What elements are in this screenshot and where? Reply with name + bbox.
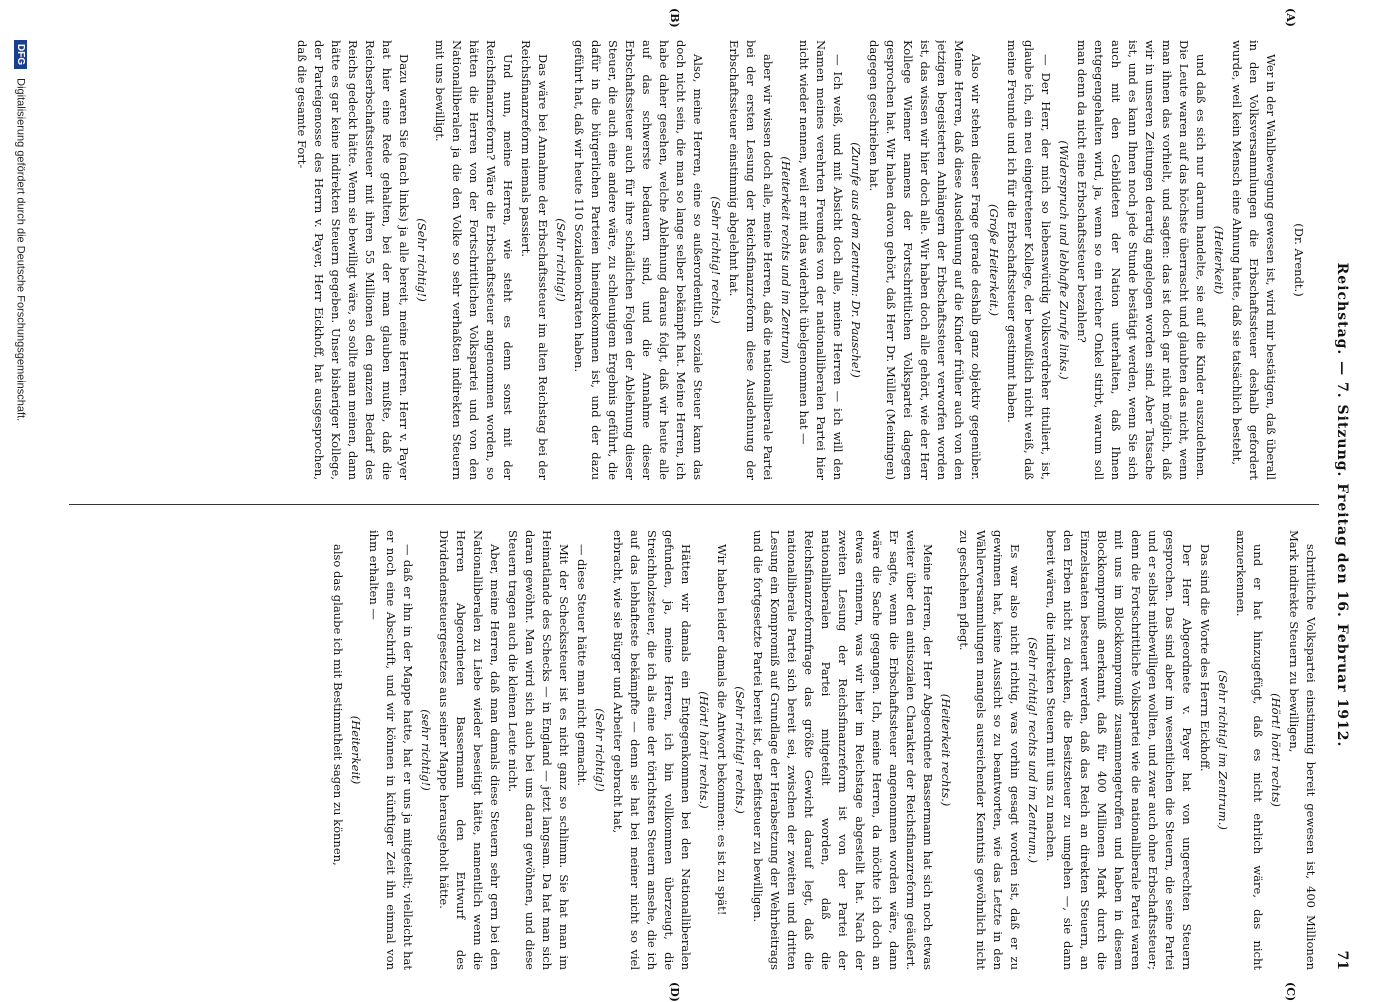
paragraph: Also, meine Herren, eine so außerordentlich soziale Steuer kann das doch nicht sein, die man so lange selber bekämpft hat. Meine Herren, ich habe daher gesehen, welche Ablehnung daraus folgt, daß wir heute alle auf das schwerste bedauern sind, und die Annahme dieser Erbschaftssteuer auch für ihre schädlichen Folgen der Ablehnung dieser Steuer, die auch eine andere wäre, zu schleunigem Ergebnis geführt, die dafür in die bürgerlichen Parteien hineingekommen ist, und der dazu geführt hat, daß wir heute 110 Sozialdemokraten haben. — [572, 40, 705, 480]
paragraph: — Der Herr, der mich so liebenswürdig Volksverdreher tituliert, ist, glaube ich, ein neu eingetretener Kollege, der bewußtlich nicht weiß, daß meine Freunde und ich für die Erbschaftssteuer gestimmt haben. — [1005, 40, 1053, 480]
paragraph: Das wäre bei Annahme der Erbschaftssteuer im alten Reichstag bei der Reichsfinanzreform niemals passiert. — [519, 40, 550, 480]
paragraph: — diese Steuer hätte man nicht gemacht. — [575, 544, 589, 787]
margin-marker-a: (A) — [1284, 8, 1297, 27]
paragraph: Der Herr Abgeordnete v. Payer hat von ungerechten Steuern gesprochen. Das sind aber im wesentlichen die Steuern, die seine Partei und er selbst mitbewilligen wollten, und zwar auch ohne Erbschaftssteuer; denn die Fortschrittliche Volkspartei wie die nationalliberale Partei waren mit uns im Blockkompromiß zusammengetroffen und haben in diesem Blockkompromiß anerkannt, daß für 400 Millionen Mark durch die Einzelstaaten besteuert werden, daß das Reich an direkten Steuern, an den Erben nicht zu denken, die Besitzsteuer zu umgehen —, sie dann bereit wären, die indirekten Steuern mit uns zu machen. — [1044, 530, 1194, 970]
interjection: (Heiterkeit rechts und im Zentrum) — [779, 156, 793, 364]
paragraph: Es war also nicht richtig, was vorhin gesagt worden ist, daß er zu gewinnen hat, keine Aussicht so zu beantworten, wie das Letzte in den Wählerversammlungen mangels ausreichender Kenntnis gewöhnlich nicht zu geschehen pflegt. — [957, 530, 1022, 970]
interjection: (Heiterkeit) — [1212, 225, 1226, 295]
interjection: (Große Heiterkeit.) — [987, 204, 1001, 316]
paragraph: — daß er ihn in der Mappe hatte, hat er uns ja mitgeteilt; vielleicht hat er noch eine Abschrift, und wir können in künftiger Zeit ihn einmal von ihm erhalten — — [367, 530, 415, 970]
page-footer — [14, 40, 27, 970]
right-column-paragraphs — [329, 530, 1319, 970]
dfg-logo: DFG — [14, 40, 27, 69]
speaker-name: (Dr. Arendt.) — [1292, 223, 1307, 297]
left-column-paragraphs — [293, 40, 1279, 480]
interjection: (Sehr richtig!) — [554, 218, 568, 302]
interjection: (Hört! hört! rechts.) — [697, 691, 711, 809]
interjection: (Sehr richtig! im Zentrum.) — [1216, 670, 1230, 830]
paragraph: Das sind die Worte des Herrn Eickhoff. — [1198, 544, 1212, 772]
paragraph: Und nun, meine Herren, wie steht es denn sonst mit der Reichsfinanzreform? Wäre die Erbschaftssteuer angenommen worden, so hätten die Herren von der Fortschrittlichen Volkspartei und von den Nationalliberalen ja die den Volke so sehr verhaßten indirekten Steuern mit uns bewilligt. — [433, 40, 515, 480]
paragraph: Wer in der Wahlbewegung gewesen ist, wird mir bestätigen, daß überall in den Volksversammlungen die Erbschaftssteuer deshalb gefordert wurde, weil kein Mensch eine Ahnung hatte, daß sie tatsächlich besteht, — [1230, 40, 1278, 480]
margin-marker-b: (B) — [668, 8, 681, 28]
paragraph: und daß es sich nur darum handelte, sie auf die Kinder auszudehnen. Die Leute waren auf das höchste überrascht und glaubten das nicht, wenn man ihnen das vorhielt, und sagten: das ist doch gar nicht möglich, daß wir in unseren Zeitungen derartig angelogen worden sind. Aber Tatsache ist, und es kann Ihnen noch jede Stunde bestätigt werden, wenn Sie sich auch mit den Gebildeten der Nation unterhalten, daß Ihnen entgegengehalten wird, ja, wenn so ein reicher Onkel stirbt, warum soll man denn da nicht eine Erbschaftssteuer bezahlen? — [1075, 40, 1208, 480]
column-divider — [69, 504, 1319, 505]
page-header — [1331, 40, 1353, 970]
interjection: (Sehr richtig!) — [593, 708, 607, 792]
text-columns — [69, 40, 1319, 970]
paragraph: aber wir wissen doch alle, meine Herren, daß die nationalliberale Partei bei der ersten Lesung der Reichsfinanzreform diese Ausdehnung der Erbschaftssteuer einstimmig abgelehnt hat. — [727, 40, 775, 480]
paragraph: Also wir stehen dieser Frage gerade deshalb ganz objektiv gegenüber. Meine Herren, daß diese Ausdehnung auf die Kinder früher auch von den jetzigen begeisterten Anhängern der Erbschaftssteuer verworfen worden ist, das wissen wir hier doch alle. Wir haben doch alle gehört, wie der Herr Kollege Wiemer namens der Fortschrittlichen Volkspartei dagegen gesprochen hat. Wir haben davon gehört, daß Herr Dr. Müller (Meiningen) dagegen geschrieben hat. — [867, 40, 983, 480]
paragraph: schrittliche Volkspartei einstimmig bereit gewesen ist, 400 Millionen Mark indirekte Steuern zu bewilligen, — [1287, 530, 1318, 970]
paragraph: Hätten wir damals ein Entgegenkommen bei den Nationalliberalen gefunden, ja, meine Herren, ich bin vollkommen überzeugt, die Streichholzsteuer, die ich als eine der törichtsten Steuern ansehe, die ich auf das lebhafteste bekämpfte — denn sie hat bei meiner nicht so viel erbracht, wie sie Bürger und Arbeiter gebracht hat, — [611, 530, 693, 970]
paragraph: Meine Herren, der Herr Abgeordnete Bassermann hat sich noch etwas weiter über den antisozialen Charakter der Reichsfinanzreform geäußert. Er sagte, wenn die Erbschaftssteuer angenommen worden wäre, dann wäre die Sache gegangen. Ich, meine Herren, da möchte ich doch an etwas erinnern, was wir hier im Reichstage abgestellt hat. Nach der zweiten Lesung der Reichsfinanzreform ist von der Partei der nationalliberalen Partei mitgeteilt worden, daß die Reichsfinanzreformfrage das größte Gewicht darauf legt, daß die nationalliberale Partei sich bereit sei, zwischen der zweiten und dritten Lesung ein Kompromiß auf Grundlage der Herabsetzung der Wehrbeitrags und die fortgesetzte Partei bereit ist, der Befitsteuer zu bewilligen. — [751, 530, 935, 970]
paragraph: also das glaube ich mit Bestimmtheit sagen zu können, — [331, 544, 345, 866]
page-number: 71 — [1334, 950, 1350, 970]
right-column — [69, 530, 1319, 970]
interjection: (Sehr richtig! rechts.) — [709, 196, 723, 324]
interjection: (Sehr richtig! rechts und im Zentrum.) — [1026, 637, 1040, 863]
interjection: (Widerspruch und lebhafte Zurufe links.) — [1057, 140, 1071, 380]
margin-marker-d: (D) — [668, 982, 681, 1002]
interjection: (Sehr richtig! rechts.) — [733, 686, 747, 814]
paragraph: — Ich weiß, und mit Absicht doch alle, meine Herren — ich will den Namen meines verehrten Freundes von der nationalliberalen Partei hier nicht wieder nennen, weil er mit das widerholt übelgenommen hat — — [797, 40, 845, 480]
interjection: (Heiterkeit) — [349, 715, 363, 785]
paragraph: und er hat hinzugefügt, daß es nicht ehrlich wäre, das nicht anzuerkennen. — [1234, 530, 1265, 970]
paragraph: Wir haben leider damals die Antwort bekommen: es ist zu spät! — [715, 544, 729, 916]
interjection: (sehr richtig!) — [419, 709, 433, 791]
interjection: (Sehr richtig!) — [415, 218, 429, 302]
header-title: Reichstag. — 7. Sitzung. Freitag den 16. Februar 1912. — [1334, 262, 1350, 748]
interjection: (Hört! hört! rechts) — [1269, 693, 1283, 807]
paragraph: Mit der Scheckssteuer ist es nicht ganz so schlimm. Sie hat man im Heimatlande des Schecks — in England — jetzt langsam. Da hat man sich daran gewöhnt. Man wird sich auch bei uns daran gewöhnen, und diese Steuern tragen auch die kleinen Leute nicht. — [506, 530, 571, 970]
interjection: (Zurufe aus dem Zentrum: Dr. Paasche!) — [849, 142, 863, 378]
paragraph: Aber, meine Herren, daß man damals diese Steuern sehr gern bei den Nationalliberalen zu Liebe wieder beseitigt hätte, namentlich wenn die Herren Abgeordneten Bassermann den Entwurf des Dividendensteuergesetzes aus seiner Mappe herausgeholt hätte. — [437, 530, 502, 970]
left-column — [69, 40, 1319, 480]
margin-marker-c: (C) — [1284, 982, 1297, 1002]
paragraph: Dazu waren Sie (nach links) ja alle bereit, meine Herren. Herr v. Payer hat hier eine Rede gehalten, bei der man glauben mußte, daß die Reichserbschaftssteuer mit ihren 55 Millionen den ganzen Bedarf des Reichs gedeckt hätte. Wenn sie bewilligt wäre, so sollte man meinen, dann hätte es gar keine indirekten Steuern gegeben. Unser bisheriger Kollege, der Parteigenosse des Herrn v. Payer, Herr Eickhoff, hat ausgesprochen, daß die gesamte Fort- — [295, 40, 411, 480]
interjection: (Heiterkeit rechts.) — [939, 693, 953, 807]
digitization-credit: Digitalisierung gefördert durch die Deutsche Forschungsgemeinschaft. — [14, 78, 27, 422]
